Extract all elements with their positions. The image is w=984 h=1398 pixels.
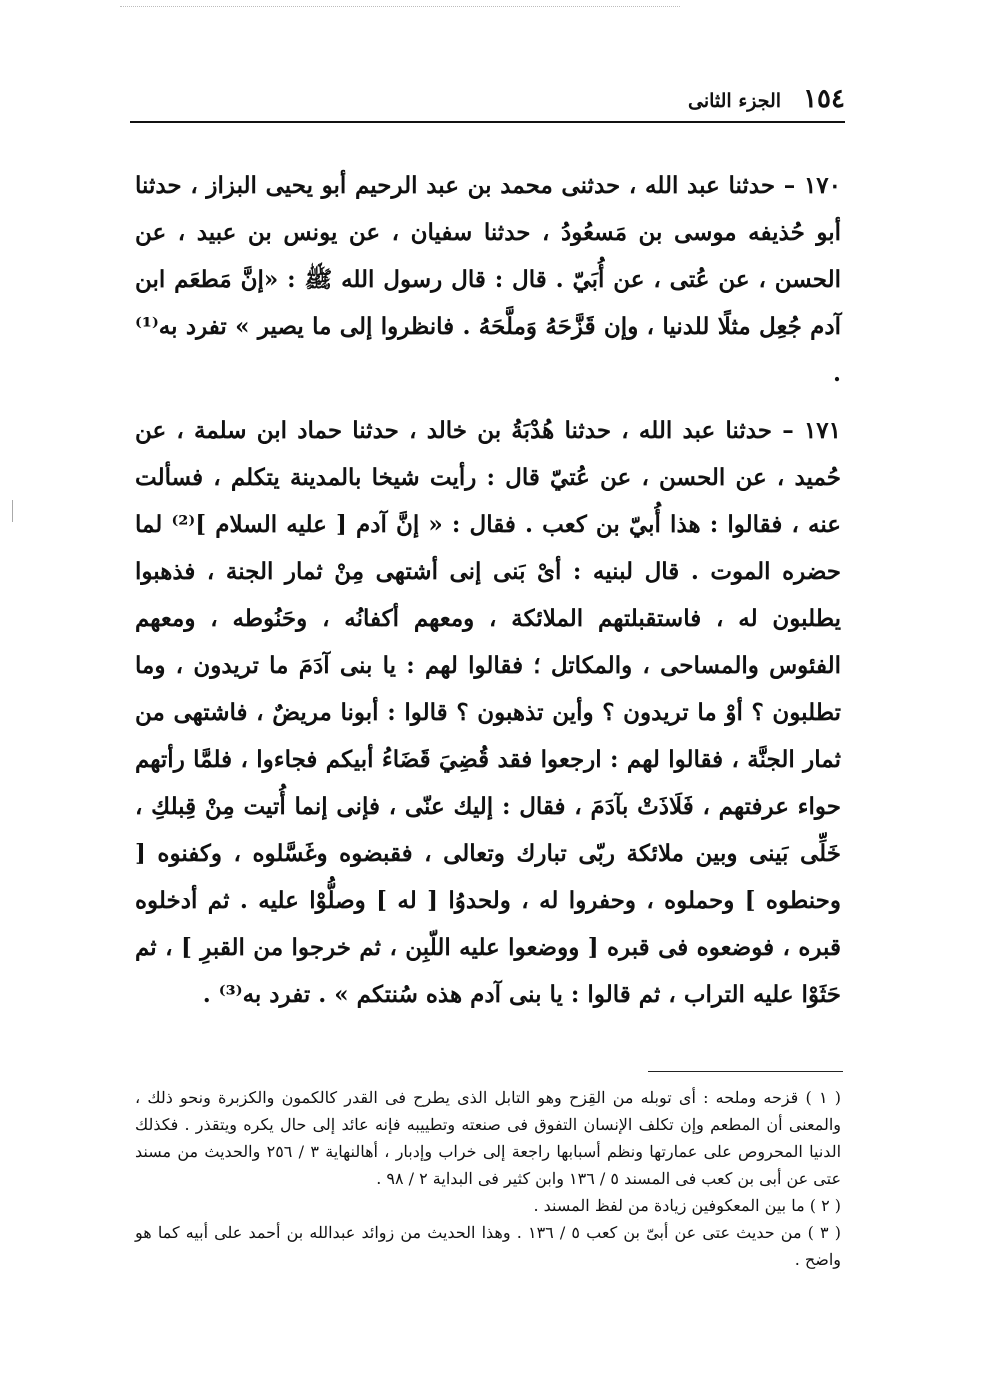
- running-header: [130, 84, 845, 118]
- page-number: ١٥٤: [803, 84, 845, 114]
- hadith-170: ١٧٠ – حدثنا عبد الله ، حدثنى محمد بن عبد الرحيم أبو يحيى البزاز ، حدثنا أبو حُذيفه موسى بن مَسعُودُ ، حدثنا سفيان ، عن يونس بن عبيد ، عن الحسن ، عن عُتى ، عن أُبَيّ . قال : قال رسول الله ﷺ : «إنَّ مَطعَم ابن آدم جُعِل مثلًا للدنيا ، وإن قَزَّحَهُ وَملَّحَهُ . فانظروا إلى ما يصير » تفرد به⁽¹⁾ .: [135, 172, 841, 387]
- part-label: الجزء الثانى: [688, 90, 782, 112]
- top-scan-edge: [120, 6, 680, 7]
- hadith-171: ١٧١ – حدثنا عبد الله ، حدثنا هُدْبَةُ بن خالد ، حدثنا حماد ابن سلمة ، عن حُميد ، عن الحسن ، عن عُتيّ قال : رأيت شيخا بالمدينة يتكلم ، فسألت عنه ، فقالوا : هذا أُبيّ بن كعب . فقال : « إنَّ آدم [ عليه السلام ]⁽²⁾ لما حضره الموت . قال لبنيه : أىْ بَنى إنى أشتهى مِنْ ثمار الجنة ، فذهبوا يطلبون له ، فاستقبلتهم الملائكة ، ومعهم أكفانُه ، وحَنُوطه ، ومعهم الفئوس والمساحى ، والمكاتل ؛ فقالوا لهم : يا بنى آدَمَ ما تريدون ، وما تطلبون ؟ أوْ ما تريدون ؟ وأين تذهبون ؟ قالوا : أبونا مريضٌ ، فاشتهى من ثمار الجنَّة ، فقالوا لهم : ارجعوا فقد قُضِيَ قَضَاءُ أبيكم فجاءوا ، فلمَّا رأتهم حواء عرفتهم ، فَلَاذَتْ بآدَمَ ، فقال : إليك عنّى ، فإنى إنما أُتيت مِنْ قِبلكِ ، خَلِّى بَينى وبين ملائكة ربّى تبارك وتعالى ، فقبضوه وغَسَّلوه ، وكفنوه [ وحنطوه ] وحملوه ، وحفروا له ، ولحدوُا [ له ] وصلُّوْا عليه . ثم أدخلوه قبره ، فوضعوه فى قبره [ ووضعوا عليه اللّبِن ، ثم خرجوا من القبرِ ] ، ثم حَثَوْا عليه التراب ، ثم قالوا : يا بنى آدم هذه سُنتكم » . تفرد به⁽³⁾ .: [135, 417, 841, 1008]
- header-rule: [130, 121, 845, 123]
- footnotes: [135, 1084, 841, 1273]
- margin-mark: [12, 500, 13, 522]
- main-text: [135, 162, 841, 1018]
- footnote-1: ( ١ ) قزحه وملحه : أى توبله من القِزح وهو التابل الذى يطرح فى القدر كالكمون والكزبرة ونحو ذلك ، والمعنى أن المطعم وإن تكلف الإنسان التفوق فى صنعته وتطييبه فإنه عائد إلى حال يكره ويتقذر . فكذلك الدنيا المحروص على عمارتها ونظم أسبابها راجعة إلى خراب وإدبار ، أهالنهاية ٣ / ٢٥٦ والحديث من مسند عتى عن أبى بن كعب فى المسند ٥ / ١٣٦ وابن كثير فى البداية ٢ / ٩٨ .: [135, 1088, 842, 1188]
- footnote-rule: [648, 1071, 843, 1072]
- footnote-3: ( ٣ ) من حديث عتى عن أبىّ بن كعب ٥ / ١٣٦ . وهذا الحديث من زوائد عبدالله بن أحمد على أبيه كما هو واضح .: [135, 1223, 842, 1269]
- footnote-2: ( ٢ ) ما بين المعكوفين زيادة من لفظ المسند .: [533, 1196, 841, 1215]
